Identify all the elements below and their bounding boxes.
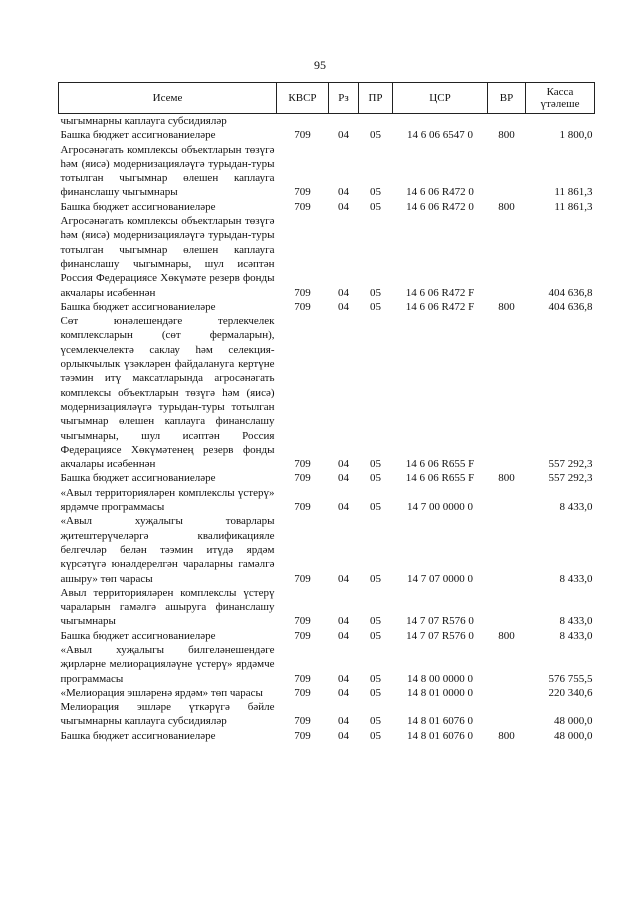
page-number: 95: [314, 58, 326, 72]
header-kvsr: КВСР: [277, 83, 329, 114]
cell-rz: 04: [338, 686, 349, 699]
cell-amount: [526, 114, 595, 129]
cell-pr: 05: [370, 286, 381, 299]
table-row: [59, 471, 595, 485]
cell-vr: [488, 643, 526, 686]
cell-csr: 14 7 07 0000 0: [407, 572, 473, 585]
cell-csr: 14 8 01 0000 0: [407, 686, 473, 699]
cell-name: чыгымнарны каплауга субсидияләр: [60, 115, 227, 127]
cell-kvsr: 709: [294, 501, 311, 514]
table-row: [59, 643, 595, 686]
table-row: [59, 586, 595, 629]
cell-vr: 800: [498, 300, 515, 313]
cell-name: «Авыл территорияләрен комплекслы үстерү» ярдәмче программасы: [60, 486, 275, 514]
cell-csr: 14 8 01 6076 0: [407, 715, 473, 728]
cell-csr: 14 6 06 R472 0: [406, 186, 474, 199]
cell-vr: 800: [498, 629, 515, 642]
cell-amount: 1 800,0: [559, 129, 593, 142]
cell-vr: [488, 214, 526, 300]
cell-rz: 04: [338, 472, 349, 485]
cell-kvsr: 709: [294, 286, 311, 299]
cell-csr: [393, 114, 488, 129]
cell-name: «Авыл хуҗалыгы товарлары җитештерүчеләргә квалификацияле белгечләр белән тәэмин итүдә ярдәм күрсәтүгә юнәлдерелгән чараларны гамәлгә ашыру» төп чарасы: [60, 515, 275, 585]
cell-pr: [359, 114, 393, 129]
header-csr: ЦСР: [393, 83, 488, 114]
cell-rz: 04: [338, 458, 349, 471]
cell-name: Башка бюджет ассигнованиеләре: [60, 200, 216, 213]
cell-pr: 05: [370, 186, 381, 199]
cell-pr: 05: [370, 615, 381, 628]
cell-rz: 04: [338, 672, 349, 685]
cell-pr: 05: [370, 472, 381, 485]
table-header-row: [59, 83, 595, 114]
cell-name: Агросәнәгать комплексы объектларын төзүгә һәм (яисә) модернизацияләүгә турыдан-туры тотылган чыгымнар өлешен каплауга финанслашу чыгымнары: [60, 143, 275, 199]
cell-kvsr: 709: [294, 129, 311, 142]
cell-amount: 48 000,0: [554, 715, 593, 728]
cell-rz: 04: [338, 729, 349, 742]
cell-csr: 14 6 06 6547 0: [407, 129, 473, 142]
cell-name: Мелиорация эшләре үткәрүгә бәйле чыгымнарны каплауга субсидияләр: [60, 701, 275, 728]
cell-amount: 557 292,3: [548, 458, 593, 471]
cell-amount: 8 433,0: [559, 501, 593, 514]
table-row: [59, 314, 595, 471]
cell-pr: 05: [370, 501, 381, 514]
cell-pr: 05: [370, 572, 381, 585]
cell-kvsr: 709: [294, 686, 311, 699]
cell-csr: 14 8 01 6076 0: [407, 729, 473, 742]
cell-name: Башка бюджет ассигнованиеләре: [60, 472, 216, 485]
cell-kvsr: 709: [294, 572, 311, 585]
table-row: [59, 214, 595, 300]
cell-csr: 14 6 06 R472 F: [405, 286, 475, 299]
table-row: [59, 114, 595, 129]
table-row: [59, 128, 595, 142]
cell-pr: 05: [370, 129, 381, 142]
cell-name: Авыл территорияләрен комплекслы үстерү чараларын гамәлгә ашыруга финанслашу чыгымнары: [60, 586, 275, 628]
cell-csr: 14 6 06 R655 F: [405, 472, 475, 485]
cell-kvsr: 709: [294, 300, 311, 313]
cell-pr: 05: [370, 729, 381, 742]
cell-vr: [488, 143, 526, 200]
cell-kvsr: 709: [294, 458, 311, 471]
cell-name: Башка бюджет ассигнованиеләре: [60, 129, 216, 142]
cell-name: Сөт юнәлешендәге терлекчелек комплексларын (сөт фермаларын), үсемлекчелектә саклау һәм селекция-орлыкчылык үзәкләрен файдалануга кертүне тәэмин итү максатларында агросәнәгать комплексы объектларын төзүгә һәм (яисә) модернизацияләүгә турыдан-туры тотылган чыгымнар өлешен каплауга финанслашу чыгымнары, шул исәптән Россия Федерациясе Хөкүмәтенең резерв фонды акчалары исәбеннән: [60, 315, 275, 471]
cell-name: Башка бюджет ассигнованиеләре: [60, 300, 216, 313]
cell-vr: [488, 686, 526, 700]
cell-pr: 05: [370, 672, 381, 685]
cell-rz: 04: [338, 615, 349, 628]
cell-amount: 8 433,0: [559, 572, 593, 585]
cell-vr: [488, 514, 526, 585]
cell-pr: 05: [370, 629, 381, 642]
cell-rz: 04: [338, 629, 349, 642]
cell-kvsr: 709: [294, 629, 311, 642]
cell-kvsr: 709: [294, 615, 311, 628]
cell-vr: 800: [498, 200, 515, 213]
cell-vr: [488, 586, 526, 629]
cell-amount: 557 292,3: [548, 472, 593, 485]
cell-name: Башка бюджет ассигнованиеләре: [60, 629, 216, 642]
cell-vr: 800: [498, 129, 515, 142]
cell-pr: 05: [370, 715, 381, 728]
cell-vr: [488, 700, 526, 729]
cell-rz: 04: [338, 186, 349, 199]
header-amount: Касса үтәлеше: [526, 83, 595, 114]
budget-table: [58, 82, 595, 743]
cell-csr: 14 7 07 R576 0: [406, 629, 474, 642]
table-row: [59, 686, 595, 700]
cell-rz: 04: [338, 300, 349, 313]
cell-rz: 04: [338, 715, 349, 728]
cell-rz: 04: [338, 200, 349, 213]
cell-name: Агросәнәгать комплексы объектларын төзүгә һәм (яисә) модернизацияләүгә турыдан-туры тотылган чыгымнар өлешен каплауга финанслашу чыгымнары, шул исәптән Россия Федерациясе Хөкүмәте резерв фонды акчалары исәбеннән: [60, 215, 275, 299]
cell-amount: 11 861,3: [554, 200, 593, 213]
cell-csr: 14 8 00 0000 0: [407, 672, 473, 685]
cell-amount: 576 755,5: [548, 672, 593, 685]
cell-amount: 404 636,8: [548, 286, 593, 299]
cell-csr: 14 7 00 0000 0: [407, 501, 473, 514]
cell-vr: 800: [498, 472, 515, 485]
cell-rz: 04: [338, 572, 349, 585]
table-row: [59, 514, 595, 585]
header-name: Исеме: [59, 83, 277, 114]
cell-amount: 8 433,0: [559, 629, 593, 642]
cell-kvsr: 709: [294, 715, 311, 728]
cell-amount: 220 340,6: [548, 686, 593, 699]
table-row: [59, 200, 595, 214]
cell-name: Башка бюджет ассигнованиеләре: [60, 729, 216, 742]
cell-kvsr: [277, 114, 329, 129]
cell-rz: [329, 114, 359, 129]
header-rz: Рз: [329, 83, 359, 114]
cell-amount: 11 861,3: [554, 186, 593, 199]
cell-pr: 05: [370, 300, 381, 313]
cell-kvsr: 709: [294, 186, 311, 199]
cell-pr: 05: [370, 458, 381, 471]
cell-pr: 05: [370, 686, 381, 699]
table-row: [59, 300, 595, 314]
cell-amount: 8 433,0: [559, 615, 593, 628]
header-vr: ВР: [488, 83, 526, 114]
cell-csr: 14 6 06 R655 F: [405, 458, 475, 471]
cell-name: «Мелиорация эшләренә ярдәм» төп чарасы: [60, 686, 263, 699]
cell-kvsr: 709: [294, 200, 311, 213]
table-row: [59, 486, 595, 515]
cell-rz: 04: [338, 286, 349, 299]
table-row: [59, 629, 595, 643]
cell-amount: 48 000,0: [554, 729, 593, 742]
cell-vr: [488, 314, 526, 471]
table-row: [59, 143, 595, 200]
cell-kvsr: 709: [294, 472, 311, 485]
table-row: [59, 700, 595, 729]
cell-pr: 05: [370, 200, 381, 213]
cell-csr: 14 7 07 R576 0: [406, 615, 474, 628]
cell-csr: 14 6 06 R472 0: [406, 200, 474, 213]
cell-rz: 04: [338, 129, 349, 142]
cell-csr: 14 6 06 R472 F: [405, 300, 475, 313]
cell-amount: 404 636,8: [548, 300, 593, 313]
header-pr: ПР: [359, 83, 393, 114]
cell-vr: 800: [498, 729, 515, 742]
cell-vr: [488, 114, 526, 129]
cell-kvsr: 709: [294, 672, 311, 685]
table-row: [59, 729, 595, 743]
cell-rz: 04: [338, 501, 349, 514]
cell-vr: [488, 486, 526, 515]
cell-name: «Авыл хуҗалыгы билгеләнешендәге җирләрне мелиорацияләүне үстерү» ярдәмче программасы: [60, 643, 275, 685]
cell-kvsr: 709: [294, 729, 311, 742]
